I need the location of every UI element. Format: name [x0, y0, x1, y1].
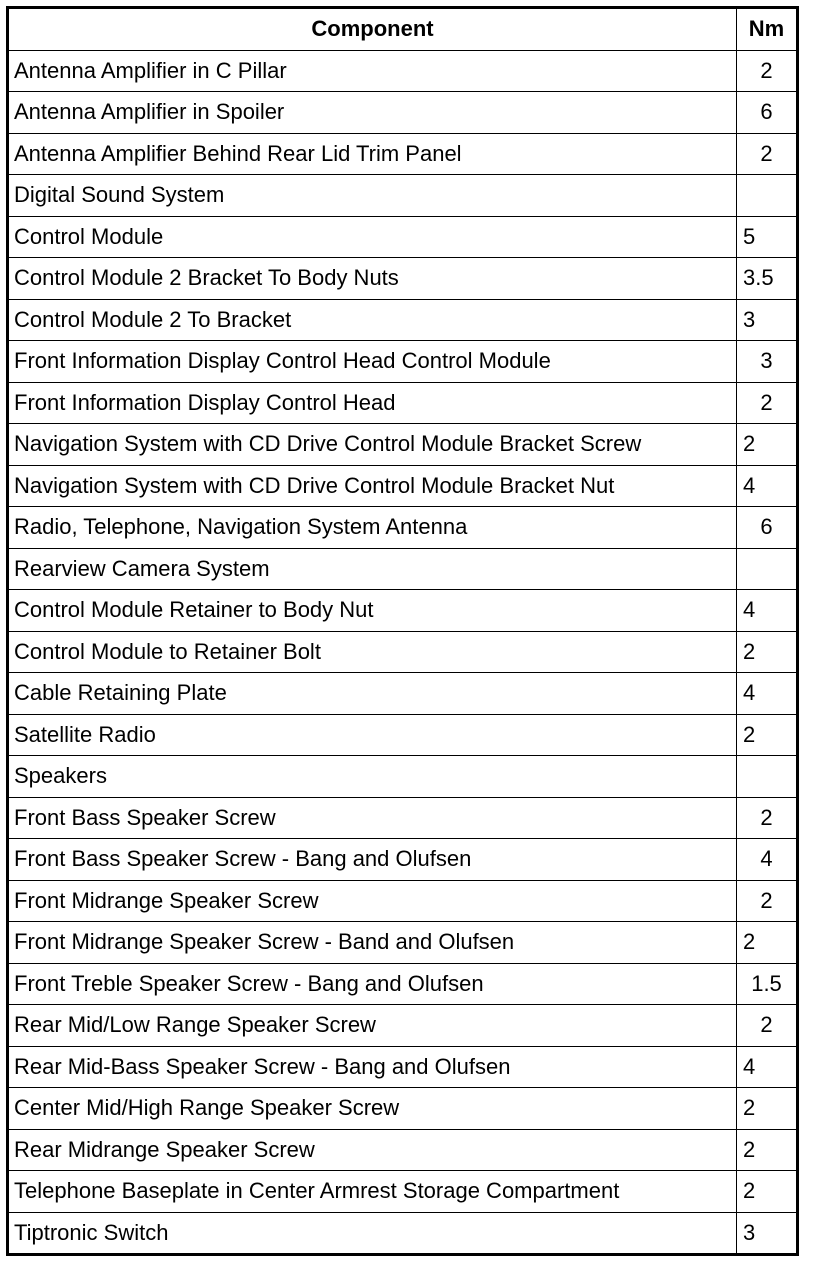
torque-value-cell: 2	[737, 922, 798, 964]
table-row	[8, 1005, 798, 1047]
component-cell: Antenna Amplifier Behind Rear Lid Trim Panel	[8, 133, 737, 175]
component-cell: Navigation System with CD Drive Control Module Bracket Screw	[8, 424, 737, 466]
torque-value-cell: 2	[737, 1005, 798, 1047]
component-cell: Control Module 2 To Bracket	[8, 299, 737, 341]
component-cell: Navigation System with CD Drive Control Module Bracket Nut	[8, 465, 737, 507]
torque-value-cell: 3	[737, 341, 798, 383]
torque-value-cell	[737, 175, 798, 217]
component-cell: Front Bass Speaker Screw - Bang and Olufsen	[8, 839, 737, 881]
torque-value-cell: 4	[737, 673, 798, 715]
table-row	[8, 1046, 798, 1088]
component-cell: Front Treble Speaker Screw - Bang and Olufsen	[8, 963, 737, 1005]
torque-value-cell: 2	[737, 714, 798, 756]
table-row	[8, 465, 798, 507]
component-cell: Front Bass Speaker Screw	[8, 797, 737, 839]
component-column-header: Component	[8, 8, 737, 51]
component-cell: Digital Sound System	[8, 175, 737, 217]
table-row	[8, 797, 798, 839]
torque-value-cell: 2	[737, 1088, 798, 1130]
table-row	[8, 548, 798, 590]
table-row	[8, 839, 798, 881]
torque-value-cell: 3.5	[737, 258, 798, 300]
component-cell: Antenna Amplifier in Spoiler	[8, 92, 737, 134]
component-cell: Cable Retaining Plate	[8, 673, 737, 715]
torque-spec-table	[6, 6, 799, 1256]
component-cell: Control Module	[8, 216, 737, 258]
table-row	[8, 590, 798, 632]
torque-value-cell: 2	[737, 382, 798, 424]
component-cell: Tiptronic Switch	[8, 1212, 737, 1255]
torque-value-cell: 4	[737, 839, 798, 881]
torque-value-cell: 3	[737, 1212, 798, 1255]
component-cell: Antenna Amplifier in C Pillar	[8, 50, 737, 92]
component-cell: Front Midrange Speaker Screw	[8, 880, 737, 922]
table-row	[8, 175, 798, 217]
component-cell: Front Information Display Control Head Control Module	[8, 341, 737, 383]
component-cell: Rear Mid/Low Range Speaker Screw	[8, 1005, 737, 1047]
table-row	[8, 673, 798, 715]
table-row	[8, 50, 798, 92]
torque-value-cell: 5	[737, 216, 798, 258]
torque-value-cell: 4	[737, 1046, 798, 1088]
nm-column-header: Nm	[737, 8, 798, 51]
torque-value-cell: 2	[737, 631, 798, 673]
table-row	[8, 631, 798, 673]
torque-value-cell: 1.5	[737, 963, 798, 1005]
torque-value-cell	[737, 756, 798, 798]
torque-value-cell: 3	[737, 299, 798, 341]
table-row	[8, 922, 798, 964]
table-row	[8, 507, 798, 549]
component-cell: Radio, Telephone, Navigation System Antenna	[8, 507, 737, 549]
component-cell: Telephone Baseplate in Center Armrest Storage Compartment	[8, 1171, 737, 1213]
torque-value-cell: 4	[737, 590, 798, 632]
table-row	[8, 216, 798, 258]
table-row	[8, 1171, 798, 1213]
table-row	[8, 341, 798, 383]
table-row	[8, 756, 798, 798]
table-row	[8, 133, 798, 175]
table-row	[8, 92, 798, 134]
component-cell: Control Module Retainer to Body Nut	[8, 590, 737, 632]
torque-value-cell: 2	[737, 133, 798, 175]
table-row	[8, 1212, 798, 1255]
torque-value-cell: 6	[737, 92, 798, 134]
component-cell: Speakers	[8, 756, 737, 798]
component-cell: Rear Mid-Bass Speaker Screw - Bang and Olufsen	[8, 1046, 737, 1088]
torque-value-cell: 4	[737, 465, 798, 507]
torque-value-cell: 2	[737, 50, 798, 92]
torque-value-cell: 6	[737, 507, 798, 549]
component-cell: Front Midrange Speaker Screw - Band and Olufsen	[8, 922, 737, 964]
header-row	[8, 8, 798, 51]
torque-value-cell	[737, 548, 798, 590]
torque-value-cell: 2	[737, 1129, 798, 1171]
table-row	[8, 424, 798, 466]
torque-value-cell: 2	[737, 797, 798, 839]
table-row	[8, 1129, 798, 1171]
table-row	[8, 963, 798, 1005]
component-cell: Satellite Radio	[8, 714, 737, 756]
table-row	[8, 382, 798, 424]
component-cell: Control Module to Retainer Bolt	[8, 631, 737, 673]
table-row	[8, 880, 798, 922]
table-row	[8, 258, 798, 300]
table-row	[8, 299, 798, 341]
component-cell: Rear Midrange Speaker Screw	[8, 1129, 737, 1171]
torque-value-cell: 2	[737, 1171, 798, 1213]
table-row	[8, 714, 798, 756]
component-cell: Rearview Camera System	[8, 548, 737, 590]
torque-value-cell: 2	[737, 880, 798, 922]
component-cell: Control Module 2 Bracket To Body Nuts	[8, 258, 737, 300]
table-row	[8, 1088, 798, 1130]
table-body	[8, 50, 798, 1255]
torque-value-cell: 2	[737, 424, 798, 466]
component-cell: Front Information Display Control Head	[8, 382, 737, 424]
component-cell: Center Mid/High Range Speaker Screw	[8, 1088, 737, 1130]
